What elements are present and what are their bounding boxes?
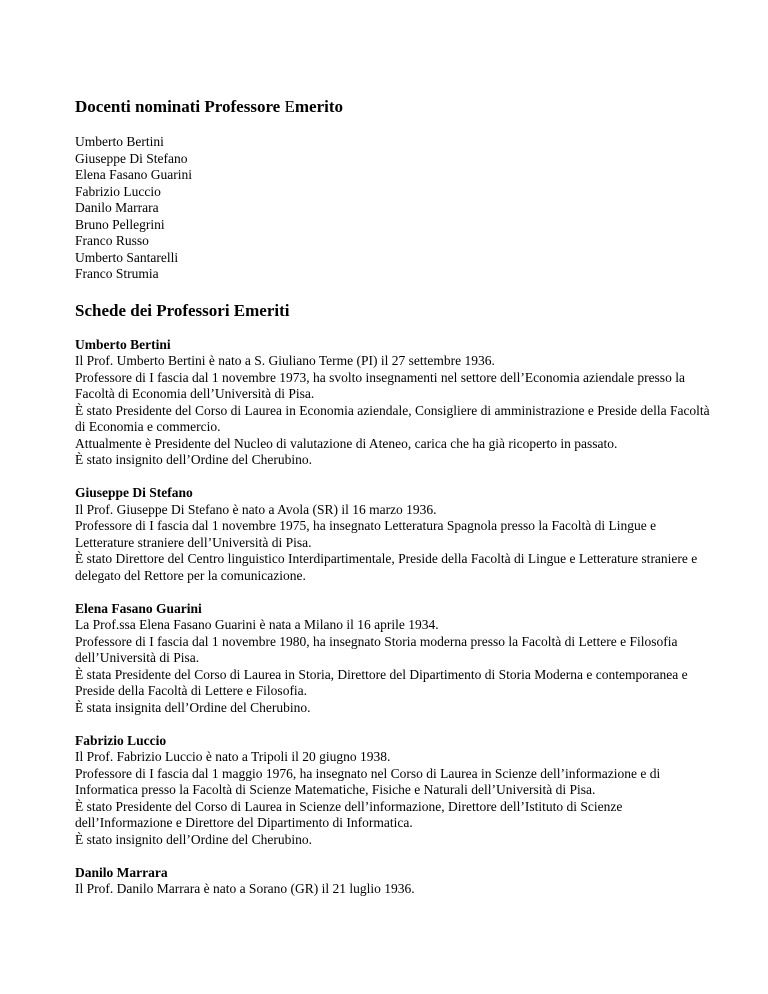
- profile-line: Il Prof. Fabrizio Luccio è nato a Tripoli il 20 giugno 1938.: [75, 749, 391, 764]
- profile-line: Professore di I fascia dal 1 maggio 1976, ha insegnato nel Corso di Laurea in Scienze dell’informazione e di Informatica presso la Facoltà di Scienze Matematiche, Fisiche e Naturali dell’Università di Pisa.: [75, 765, 661, 797]
- profile-name: Fabrizio Luccio: [75, 732, 167, 748]
- profile-line: Professore di I fascia dal 1 novembre 1973, ha svolto insegnamenti nel settore dell’Economia aziendale presso la Facoltà di Economia dell’Università di Pisa.: [75, 369, 685, 401]
- profile-name: Elena Fasano Guarini: [75, 600, 202, 616]
- list-item: Franco Russo: [75, 233, 149, 248]
- profile-line: Attualmente è Presidente del Nucleo di valutazione di Ateneo, carica che ha già ricoperto in passato.: [75, 435, 618, 451]
- page-title: [75, 96, 715, 118]
- list-item: Umberto Bertini: [75, 134, 164, 149]
- title-rest-part: merito: [294, 97, 344, 116]
- profile-fabrizio-luccio: [75, 733, 715, 849]
- profile-line: Professore di I fascia dal 1 novembre 1980, ha insegnato Storia moderna presso la Facoltà di Lettere e Filosofia dell’Università di Pisa.: [75, 633, 678, 665]
- list-item: Fabrizio Luccio: [75, 183, 161, 199]
- emeriti-names-list: [75, 134, 715, 283]
- profile-line: È stato Direttore del Centro linguistico Interdipartimentale, Preside della Facoltà di Lingue e Letterature straniere e delegato del Rettore per la comunicazione.: [75, 551, 698, 583]
- profile-line: È stato Presidente del Corso di Laurea in Economia aziendale, Consigliere di amministrazione e Preside della Facoltà di Economia e commercio.: [75, 402, 710, 434]
- list-item: Franco Strumia: [75, 266, 159, 281]
- profile-line: È stato insignito dell’Ordine del Cherubino.: [75, 831, 312, 847]
- profile-line: Professore di I fascia dal 1 novembre 1975, ha insegnato Letteratura Spagnola presso la Facoltà di Lingue e Letterature straniere dell’Università di Pisa.: [75, 518, 657, 550]
- profile-line: È stata insignita dell’Ordine del Cherubino.: [75, 699, 311, 715]
- list-item: Elena Fasano Guarini: [75, 167, 192, 182]
- profile-name: Umberto Bertini: [75, 336, 171, 352]
- profile-line: Il Prof. Danilo Marrara è nato a Sorano (GR) il 21 luglio 1936.: [75, 881, 415, 896]
- profile-umberto-bertini: [75, 337, 715, 469]
- profile-elena-fasano-guarini: [75, 601, 715, 717]
- title-bold-part: Docenti nominati Professore: [75, 97, 285, 116]
- profile-name: Danilo Marrara: [75, 864, 168, 880]
- profile-giuseppe-di-stefano: [75, 485, 715, 584]
- profile-line: Il Prof. Giuseppe Di Stefano è nato a Avola (SR) il 16 marzo 1936.: [75, 501, 437, 517]
- list-item: Danilo Marrara: [75, 200, 159, 215]
- profile-name: Giuseppe Di Stefano: [75, 485, 193, 500]
- profile-line: È stato insignito dell’Ordine del Cherubino.: [75, 452, 312, 467]
- title-plain-letter: E: [284, 97, 295, 116]
- list-item: Umberto Santarelli: [75, 249, 179, 265]
- document-page: [75, 96, 715, 914]
- profile-line: Il Prof. Umberto Bertini è nato a S. Giuliano Terme (PI) il 27 settembre 1936.: [75, 353, 495, 368]
- list-item: Bruno Pellegrini: [75, 216, 165, 232]
- profile-line: È stata Presidente del Corso di Laurea in Storia, Direttore del Dipartimento di Storia Moderna e contemporanea e Preside della Facoltà di Lettere e Filosofia.: [75, 666, 688, 698]
- profile-line: È stato Presidente del Corso di Laurea in Scienze dell’informazione, Direttore dell’Istituto di Scienze dell’Informazione e Direttore del Dipartimento di Informatica.: [75, 798, 623, 830]
- profile-line: La Prof.ssa Elena Fasano Guarini è nata a Milano il 16 aprile 1934.: [75, 617, 439, 632]
- list-item: Giuseppe Di Stefano: [75, 150, 188, 166]
- profiles-section-title: Schede dei Professori Emeriti: [75, 300, 290, 320]
- profile-danilo-marrara: [75, 865, 715, 898]
